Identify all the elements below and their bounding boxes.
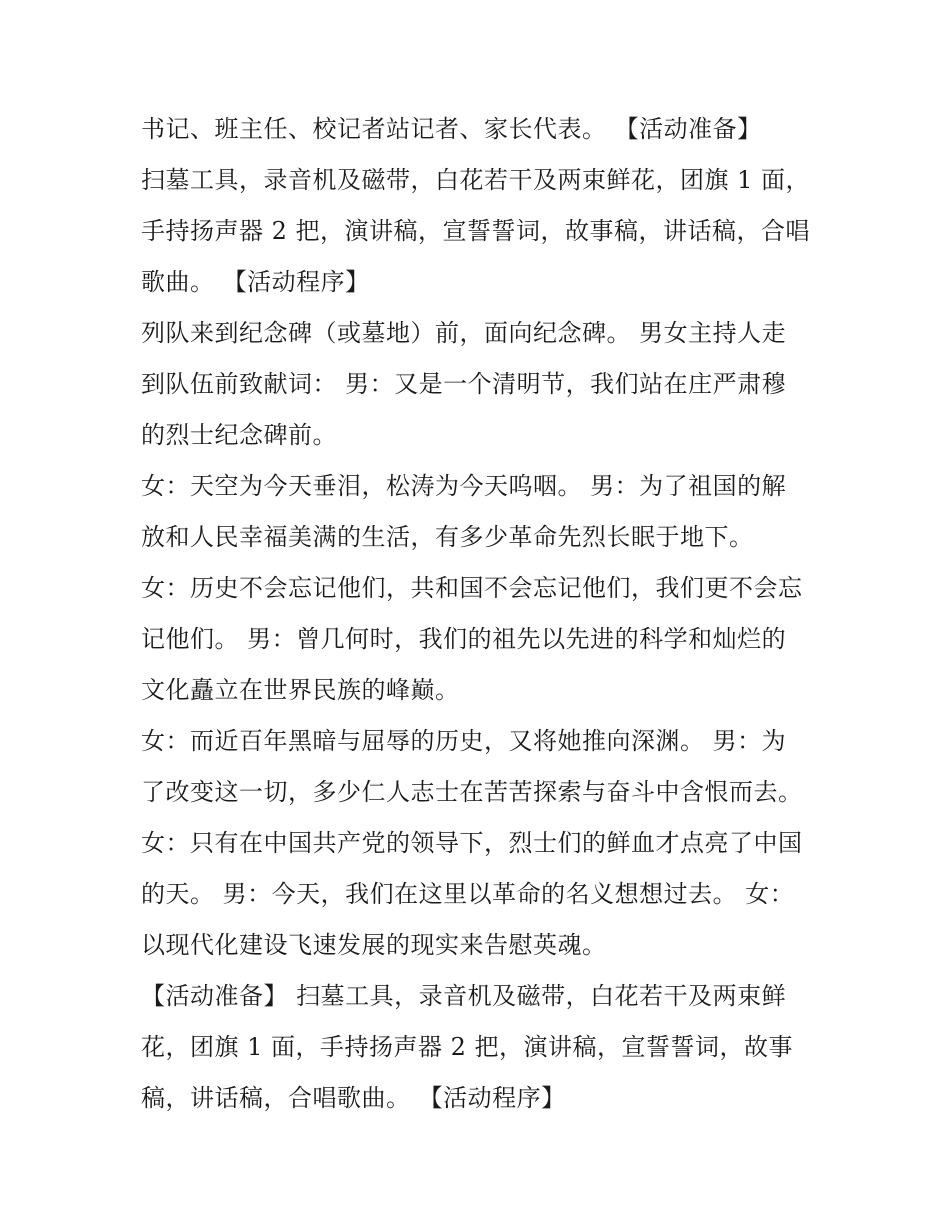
text-line: 放和人民幸福美满的生活，有多少革命先烈长眠于地下。 [141, 523, 754, 551]
text-line: 女：只有在中国共产党的领导下，烈士们的鲜血才点亮了中国 [141, 829, 803, 857]
text-line: 稿，讲话稿，合唱歌曲。 【活动程序】 [141, 1084, 566, 1112]
text-line: 书记、班主任、校记者站记者、家长代表。 【活动准备】 [141, 115, 762, 143]
text-line: 女：而近百年黑暗与屈辱的历史，又将她推向深渊。 男：为 [141, 727, 787, 755]
text-line: 【活动准备】 扫墓工具，录音机及磁带，白花若干及两束鲜 [141, 982, 787, 1010]
text-line: 记他们。 男：曾几何时，我们的祖先以先进的科学和灿烂的 [141, 625, 787, 653]
text-line: 了改变这一切，多少仁人志士在苦苦探索与奋斗中含恨而去。 [141, 778, 803, 806]
text-line: 花，团旗 1 面，手持扬声器 2 把，演讲稿，宣誓誓词，故事 [141, 1033, 794, 1061]
text-line: 女：历史不会忘记他们，共和国不会忘记他们，我们更不会忘 [141, 574, 803, 602]
document-body [141, 104, 821, 1124]
text-line: 的天。 男：今天，我们在这里以革命的名义想想过去。 女： [141, 880, 795, 908]
text-line: 的烈士纪念碑前。 [141, 421, 337, 449]
text-line: 扫墓工具，录音机及磁带，白花若干及两束鲜花，团旗 1 面， [141, 166, 811, 194]
text-line: 列队来到纪念碑（或墓地）前，面向纪念碑。 男女主持人走 [141, 319, 787, 347]
text-line: 手持扬声器 2 把，演讲稿，宣誓誓词，故事稿，讲话稿，合唱 [141, 217, 811, 245]
text-line: 歌曲。 【活动程序】 [141, 268, 370, 296]
text-line: 以现代化建设飞速发展的现实来告慰英魂。 [141, 931, 607, 959]
text-line: 女：天空为今天垂泪，松涛为今天呜咽。 男：为了祖国的解 [141, 472, 787, 500]
text-line: 到队伍前致献词： 男：又是一个清明节，我们站在庄严肃穆 [141, 370, 787, 398]
text-line: 文化矗立在世界民族的峰巅。 [141, 676, 460, 704]
